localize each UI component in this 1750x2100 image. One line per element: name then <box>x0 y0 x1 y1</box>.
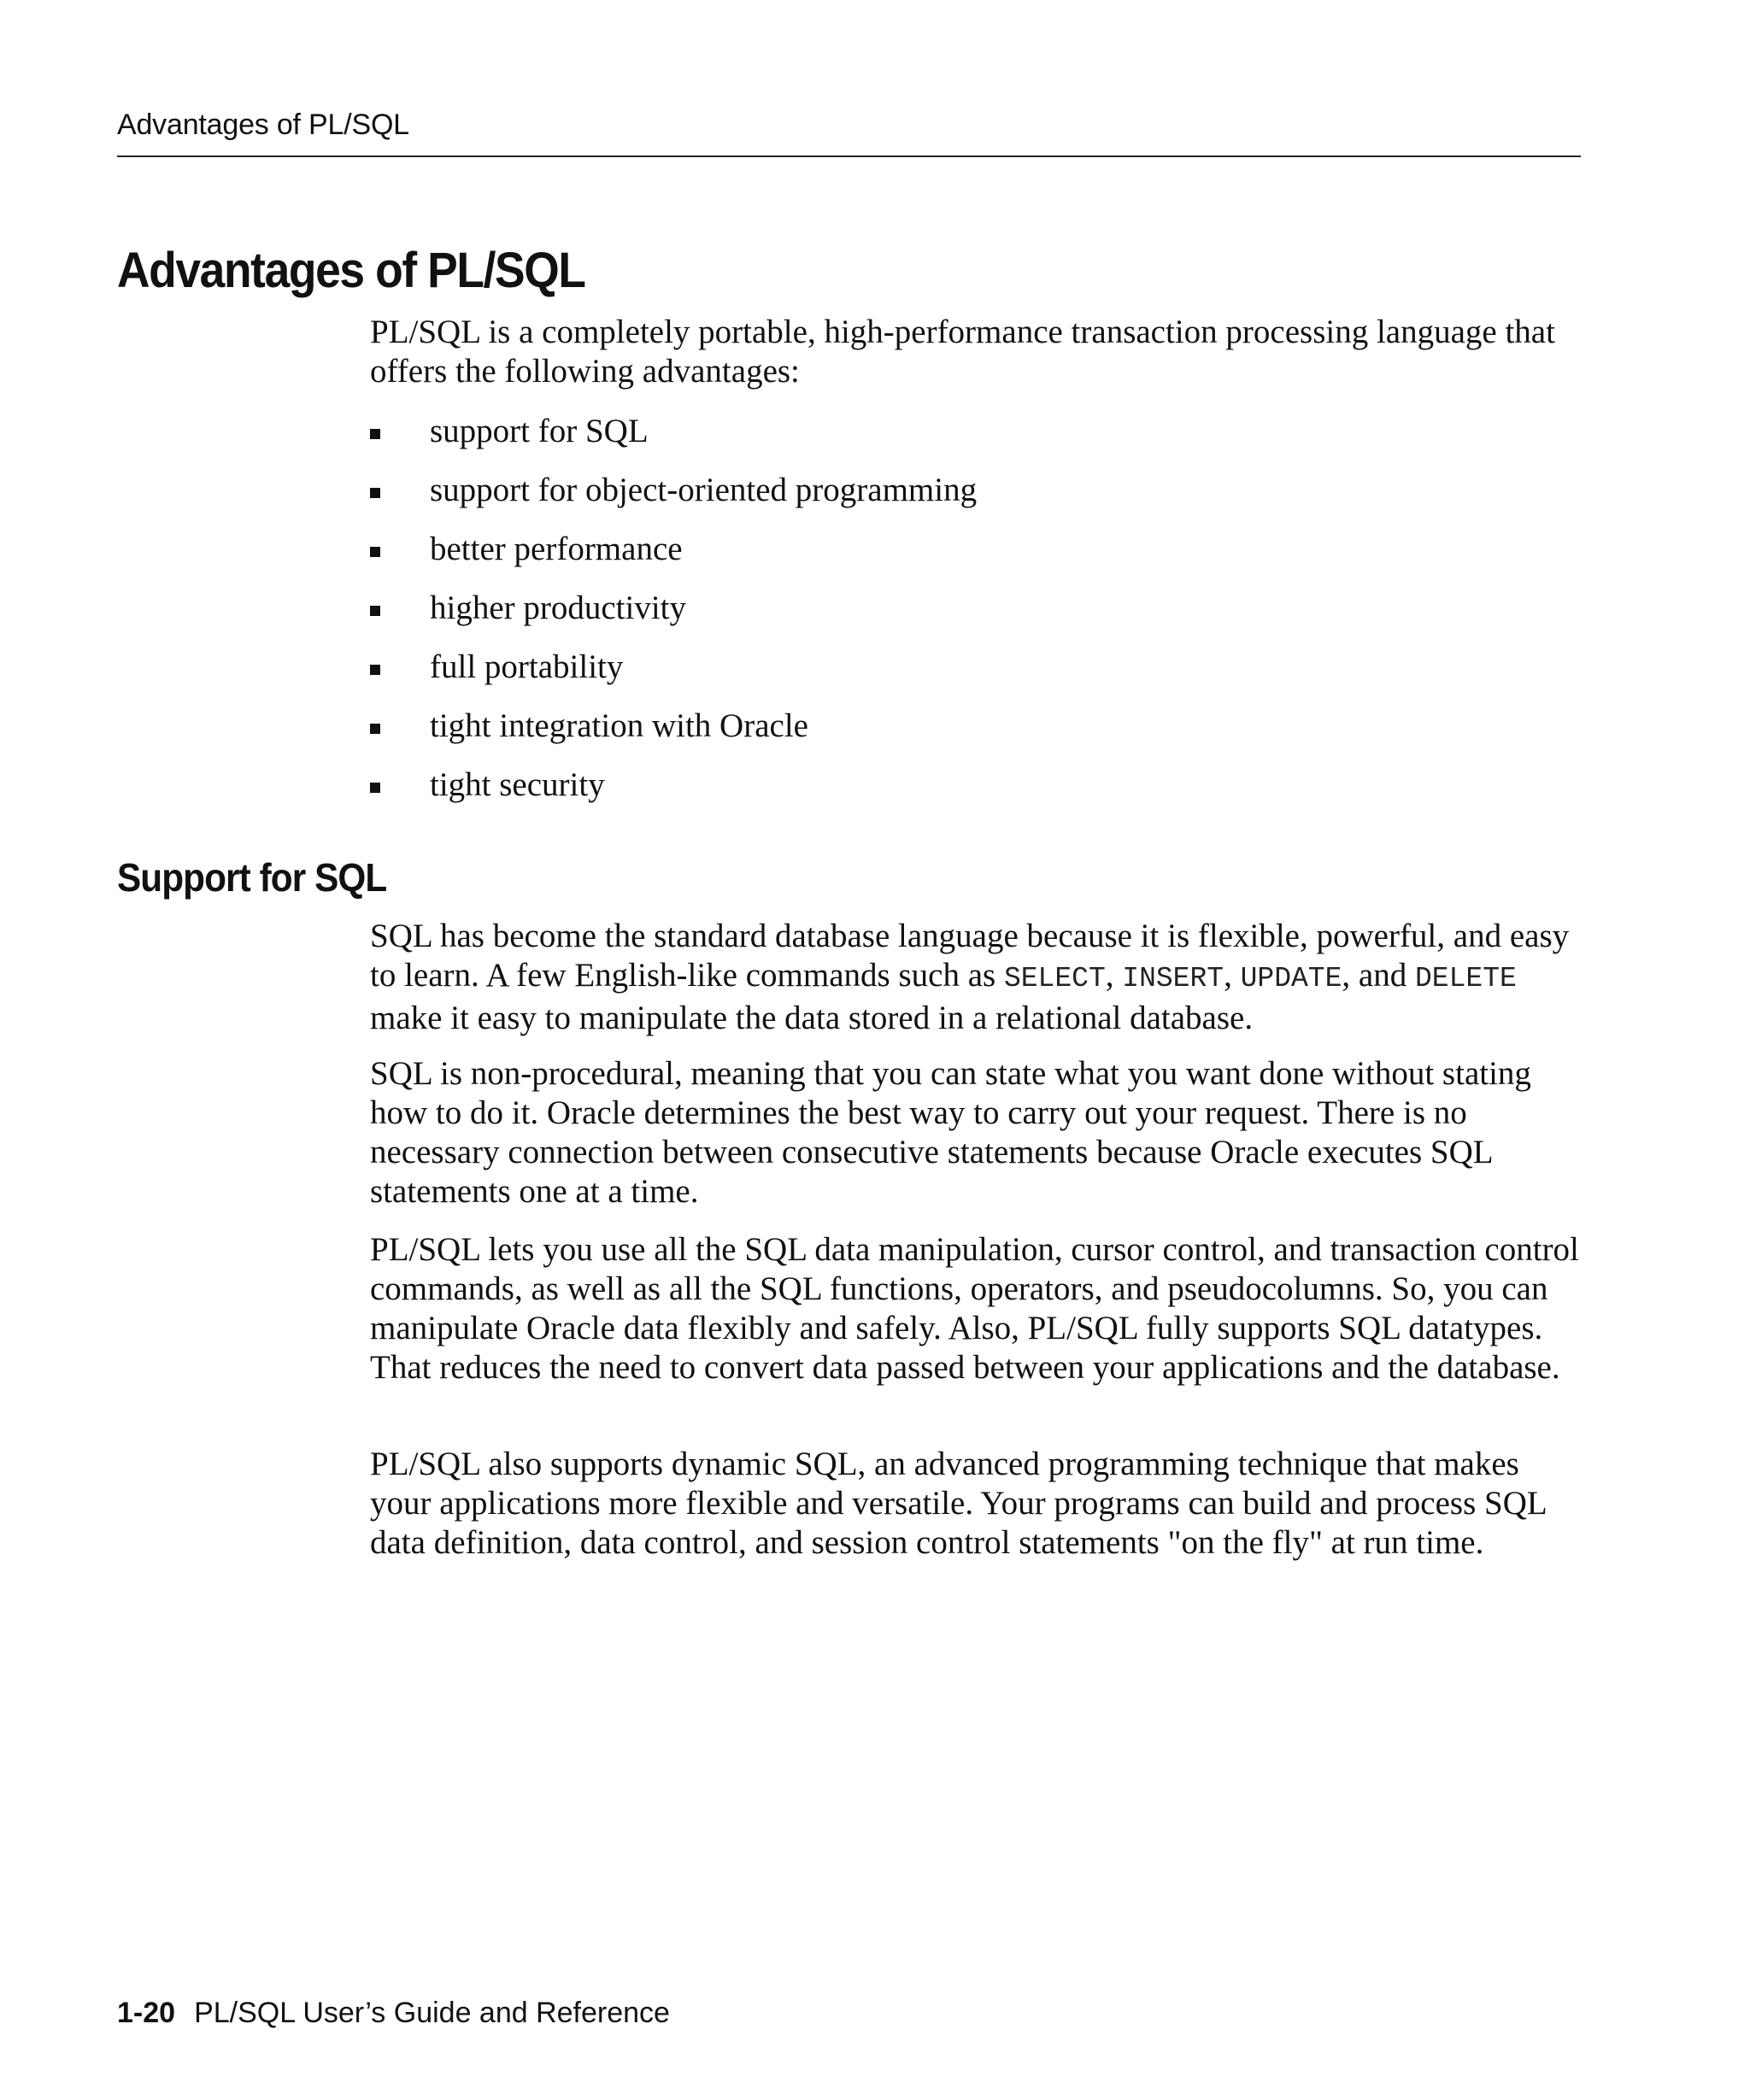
text-run: , <box>1105 957 1123 994</box>
sql-paragraph-2: SQL is non-procedural, meaning that you can state what you want done without stating how to do it. Oracle determines the best way to carry out your request. There is no necessary connection between consecutive statements because Oracle executes SQL statements one at a time. <box>370 1055 1531 1210</box>
list-item <box>370 589 1566 648</box>
bullet-square-icon <box>370 429 380 439</box>
list-item <box>370 530 1566 589</box>
list-item <box>370 412 1566 471</box>
list-item-text: support for SQL <box>430 413 649 449</box>
list-item-text: better performance <box>430 531 683 567</box>
section-heading: Support for SQL <box>117 855 387 900</box>
bullet-square-icon <box>370 488 380 498</box>
bullet-square-icon <box>370 724 380 734</box>
page-number: 1-20 <box>117 1997 176 2029</box>
list-item-text: full portability <box>430 648 624 685</box>
running-header: Advantages of PL/SQL <box>117 109 409 141</box>
list-item-text: support for object-oriented programming <box>430 472 978 508</box>
code-select: SELECT <box>1003 963 1106 994</box>
text-run: make it easy to manipulate the data stored in a relational database. <box>370 1000 1254 1036</box>
list-item <box>370 471 1566 530</box>
page-footer <box>117 1996 670 2030</box>
text-run: , and <box>1342 957 1415 994</box>
advantages-list <box>370 412 1566 824</box>
list-item <box>370 707 1566 766</box>
sql-paragraph-1 <box>370 917 1583 1038</box>
code-insert: INSERT <box>1122 963 1224 994</box>
bullet-square-icon <box>370 783 380 793</box>
list-item-text: higher productivity <box>430 590 687 626</box>
text-run: , <box>1224 957 1241 994</box>
intro-paragraph: PL/SQL is a completely portable, high-performance transaction processing language that offers the following advantages: <box>370 314 1555 390</box>
page-title: Advantages of PL/SQL <box>117 243 585 298</box>
header-rule <box>117 155 1581 157</box>
bullet-square-icon <box>370 547 380 557</box>
list-item-text: tight security <box>430 766 605 803</box>
code-delete: DELETE <box>1414 963 1517 994</box>
bullet-square-icon <box>370 665 380 675</box>
list-item-text: tight integration with Oracle <box>430 707 808 744</box>
list-item <box>370 648 1566 707</box>
bullet-square-icon <box>370 606 380 616</box>
list-item <box>370 766 1566 824</box>
sql-paragraph-4: PL/SQL also supports dynamic SQL, an advanced programming technique that makes your applications more flexible and versatile. Your programs can build and process SQL data definition, data control, and session control statements "on the fly" at run time. <box>370 1446 1547 1561</box>
text-run: SQL has become the standard database language because it is flexible, powerful, and easy to learn. A few English-like commands such as <box>370 918 1570 994</box>
code-update: UPDATE <box>1240 963 1342 994</box>
book-title: PL/SQL User’s Guide and Reference <box>194 1997 670 2029</box>
sql-paragraph-3: PL/SQL lets you use all the SQL data manipulation, cursor control, and transaction control commands, as well as all the SQL functions, operators, and pseudocolumns. So, you can manipulate Oracle data flexibly and safely. Also, PL/SQL fully supports SQL datatypes. That reduces the need to convert data passed between your applications and the database. <box>370 1231 1579 1386</box>
